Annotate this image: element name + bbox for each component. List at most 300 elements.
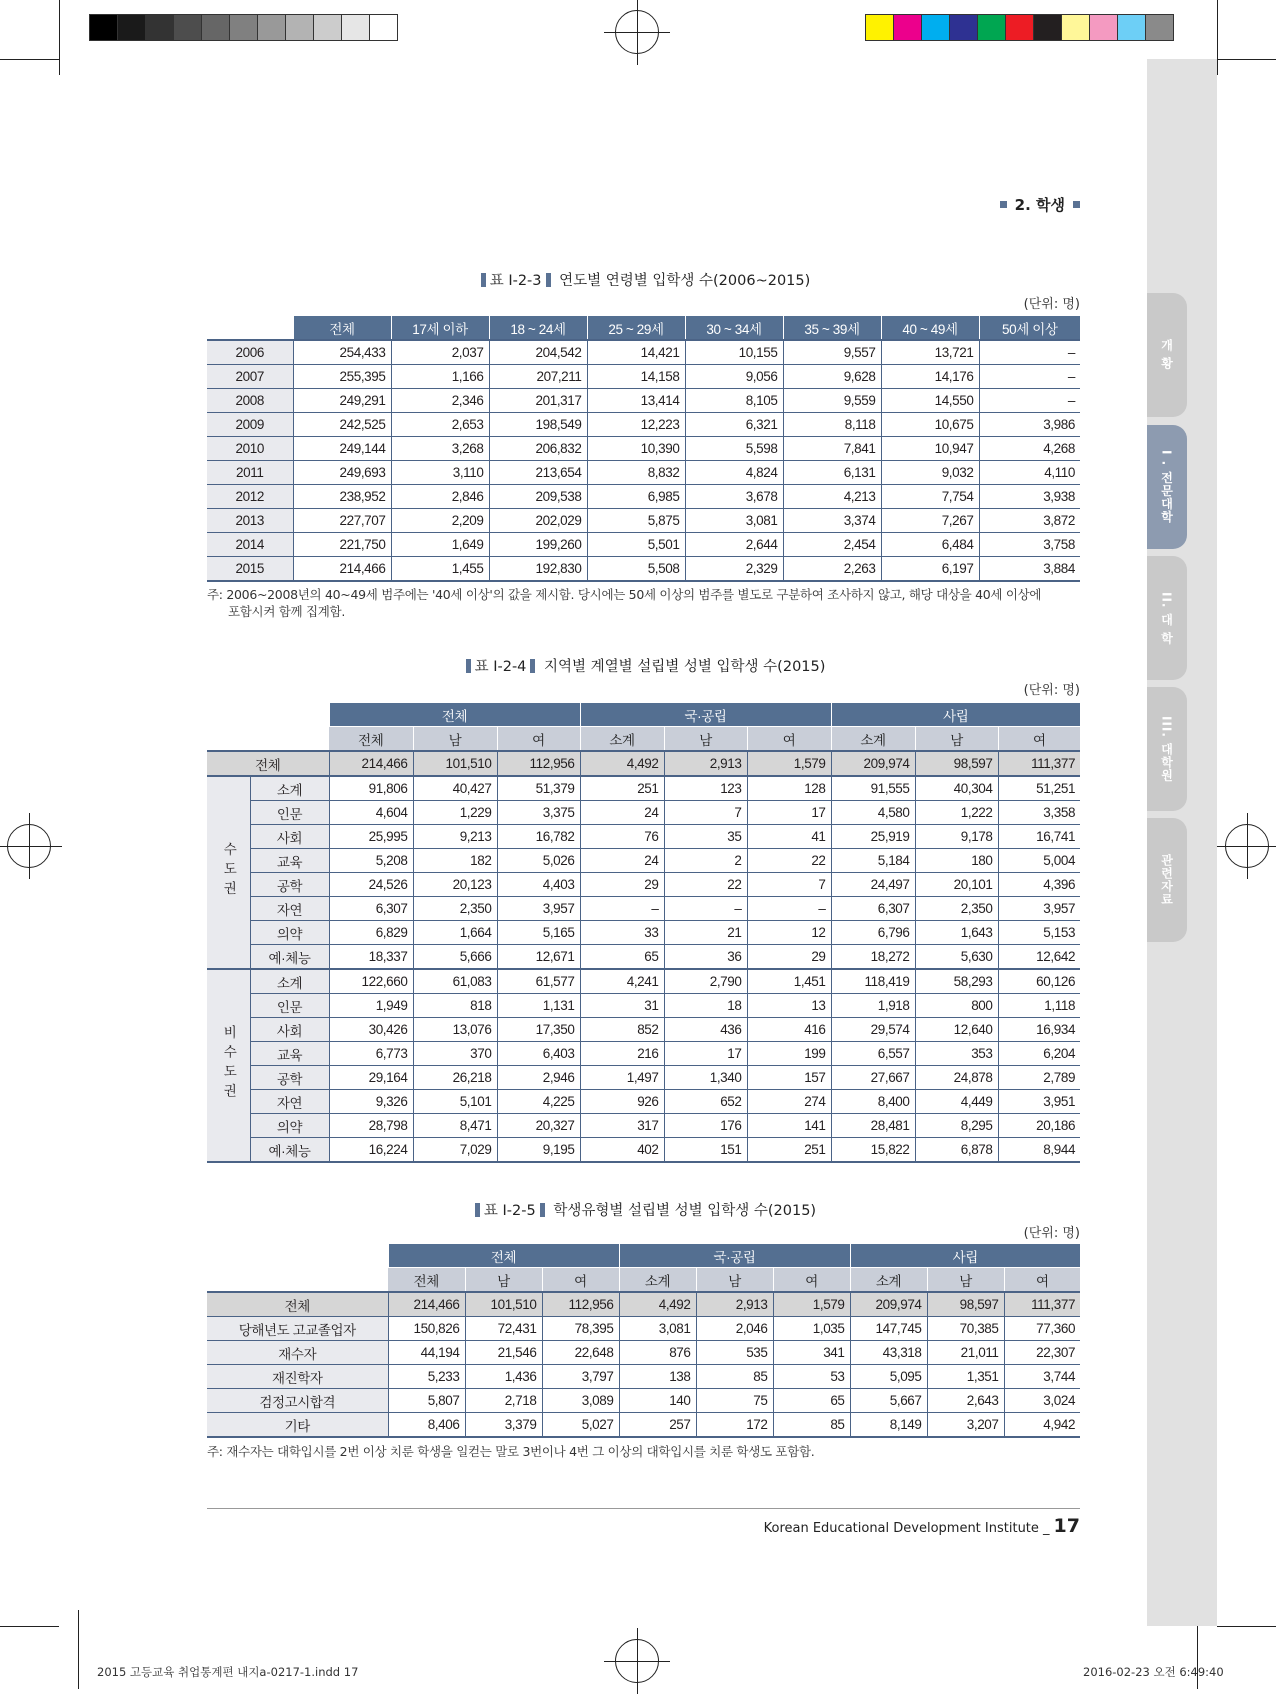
table-row xyxy=(207,365,1080,389)
row-label: 당해년도 고교졸업자 xyxy=(207,1317,388,1341)
table-cell: 138 xyxy=(619,1365,696,1389)
table-cell: 18 xyxy=(664,994,747,1018)
table-cell: 3,744 xyxy=(1004,1365,1080,1389)
table-cell: 28,798 xyxy=(329,1114,413,1138)
title-marker-icon xyxy=(546,273,551,287)
gray-swatch xyxy=(201,14,230,41)
table-cell: 13,414 xyxy=(587,389,685,413)
table-cell: 17 xyxy=(664,1042,747,1066)
sub-header: 여 xyxy=(542,1268,619,1293)
table-cell: 1,649 xyxy=(391,533,489,557)
table-row xyxy=(207,340,1080,365)
table-cell: 16,934 xyxy=(998,1018,1080,1042)
color-swatch xyxy=(893,14,922,41)
table-cell: 61,083 xyxy=(413,969,497,994)
table-cell: 2,913 xyxy=(696,1292,773,1317)
table-cell: 8,471 xyxy=(413,1114,497,1138)
table-cell: 20,123 xyxy=(413,873,497,897)
table-cell: 213,654 xyxy=(489,461,587,485)
table-cell: 15,822 xyxy=(831,1138,915,1163)
sub-header: 소계 xyxy=(850,1268,927,1293)
table-prefix: 표 xyxy=(483,1203,498,1219)
title-marker-icon xyxy=(530,659,535,673)
table-cell: – xyxy=(979,389,1080,413)
table-cell: 26,218 xyxy=(413,1066,497,1090)
table-row xyxy=(207,873,1080,897)
side-tab[interactable]: 관련자료 xyxy=(1147,818,1187,942)
side-tab[interactable]: I . 전문대학 xyxy=(1147,425,1187,549)
row-label: 전체 xyxy=(207,1292,388,1317)
table-cell: 6,131 xyxy=(783,461,881,485)
column-header: 18 ~ 24세 xyxy=(489,316,587,341)
table-cell: 242,525 xyxy=(293,413,391,437)
table-cell: 9,326 xyxy=(329,1090,413,1114)
color-swatch xyxy=(865,14,894,41)
row-label: 교육 xyxy=(250,849,329,873)
table-cell: 112,956 xyxy=(542,1292,619,1317)
table-cell: 4,396 xyxy=(998,873,1080,897)
side-tab[interactable]: II. 대 학 xyxy=(1147,556,1187,680)
registration-mark-top xyxy=(615,10,659,54)
table-cell: 151 xyxy=(664,1138,747,1163)
color-swatch xyxy=(977,14,1006,41)
gray-swatch xyxy=(369,14,398,41)
table-cell: 4,492 xyxy=(580,751,664,776)
crop-mark xyxy=(1217,0,1218,75)
table-cell: 3,872 xyxy=(979,509,1080,533)
table-cell: 40,304 xyxy=(915,776,998,801)
table-cell: 53 xyxy=(773,1365,850,1389)
table-cell: 24,526 xyxy=(329,873,413,897)
square-bullet-icon xyxy=(1073,201,1080,208)
table-title-text: 연도별 연령별 입학생 수(2006~2015) xyxy=(559,273,811,289)
table-cell: 111,377 xyxy=(1004,1292,1080,1317)
table-cell: 31 xyxy=(580,994,664,1018)
table-cell: 4,604 xyxy=(329,801,413,825)
table-cell: 6,878 xyxy=(915,1138,998,1163)
table-prefix: 표 xyxy=(489,273,504,289)
table-cell: 1,340 xyxy=(664,1066,747,1090)
table-cell: 33 xyxy=(580,921,664,945)
sub-header: 여 xyxy=(773,1268,850,1293)
sub-header: 소계 xyxy=(580,727,664,752)
table-cell: 198,549 xyxy=(489,413,587,437)
table-cell: 5,027 xyxy=(542,1413,619,1438)
table-cell: 85 xyxy=(773,1413,850,1438)
table-cell: 8,105 xyxy=(685,389,783,413)
table-number: I-2-3 xyxy=(508,273,542,289)
table-cell: 8,832 xyxy=(587,461,685,485)
column-header: 25 ~ 29세 xyxy=(587,316,685,341)
table-student-type xyxy=(207,1243,1080,1438)
crop-mark xyxy=(1217,59,1276,60)
table-cell: 77,360 xyxy=(1004,1317,1080,1341)
gray-swatch xyxy=(117,14,146,41)
table-cell: 8,400 xyxy=(831,1090,915,1114)
table-cell: 5,875 xyxy=(587,509,685,533)
side-tab[interactable]: 개 황 xyxy=(1147,293,1187,417)
sub-header: 남 xyxy=(465,1268,542,1293)
table-cell: 25,995 xyxy=(329,825,413,849)
table-cell: 3,884 xyxy=(979,557,1080,582)
table-cell: 201,317 xyxy=(489,389,587,413)
table-cell: 254,433 xyxy=(293,340,391,365)
row-label: 의약 xyxy=(250,1114,329,1138)
process-color-bar xyxy=(865,14,1173,41)
sub-header-row xyxy=(207,727,1080,752)
color-swatch xyxy=(921,14,950,41)
table-row xyxy=(207,825,1080,849)
table-cell: 9,628 xyxy=(783,365,881,389)
table-cell: 209,974 xyxy=(831,751,915,776)
table-cell: 24 xyxy=(580,849,664,873)
table-cell: 98,597 xyxy=(927,1292,1004,1317)
table-cell: 13,076 xyxy=(413,1018,497,1042)
title-marker-icon xyxy=(481,273,486,287)
row-label: 2010 xyxy=(207,437,293,461)
table-row xyxy=(207,969,1080,994)
table-cell: 221,750 xyxy=(293,533,391,557)
table-cell: 8,406 xyxy=(388,1413,465,1438)
table-cell: 20,101 xyxy=(915,873,998,897)
table-cell: 176 xyxy=(664,1114,747,1138)
column-header: 40 ~ 49세 xyxy=(881,316,979,341)
table-cell: 7,267 xyxy=(881,509,979,533)
row-label: 의약 xyxy=(250,921,329,945)
table-row xyxy=(207,461,1080,485)
row-label: 소계 xyxy=(250,969,329,994)
table-cell: 150,826 xyxy=(388,1317,465,1341)
group-header-row xyxy=(207,1244,1080,1268)
table-cell: – xyxy=(664,897,747,921)
square-bullet-icon xyxy=(1000,201,1007,208)
row-label: 2008 xyxy=(207,389,293,413)
table-region-field xyxy=(207,702,1080,1163)
column-header: 17세 이하 xyxy=(391,316,489,341)
table-cell: 5,095 xyxy=(850,1365,927,1389)
table-cell: 3,758 xyxy=(979,533,1080,557)
sub-header: 소계 xyxy=(619,1268,696,1293)
sub-header: 남 xyxy=(915,727,998,752)
table-cell: 18,337 xyxy=(329,945,413,970)
table-cell: 4,492 xyxy=(619,1292,696,1317)
table-number: I-2-4 xyxy=(493,659,527,675)
table-cell: 5,165 xyxy=(497,921,580,945)
table-cell: 61,577 xyxy=(497,969,580,994)
table-cell: 4,225 xyxy=(497,1090,580,1114)
table-cell: 8,944 xyxy=(998,1138,1080,1163)
table-cell: 118,419 xyxy=(831,969,915,994)
table-cell: 101,510 xyxy=(465,1292,542,1317)
row-label: 예·체능 xyxy=(250,1138,329,1163)
table-cell: 1,579 xyxy=(747,751,831,776)
table-cell: 157 xyxy=(747,1066,831,1090)
table-cell: 1,918 xyxy=(831,994,915,1018)
gray-swatch xyxy=(257,14,286,41)
table-cell: 1,436 xyxy=(465,1365,542,1389)
table3-title xyxy=(207,1199,1080,1220)
table-cell: 20,186 xyxy=(998,1114,1080,1138)
table-row xyxy=(207,776,1080,801)
row-label: 전체 xyxy=(207,751,329,776)
table-cell: 5,004 xyxy=(998,849,1080,873)
table-cell: 29,574 xyxy=(831,1018,915,1042)
row-label: 2012 xyxy=(207,485,293,509)
color-swatch xyxy=(1145,14,1174,41)
row-label: 2007 xyxy=(207,365,293,389)
table-row xyxy=(207,1365,1080,1389)
table-cell: 1,351 xyxy=(927,1365,1004,1389)
table-cell: 29 xyxy=(580,873,664,897)
row-label: 2009 xyxy=(207,413,293,437)
table-cell: 206,832 xyxy=(489,437,587,461)
table-cell: – xyxy=(747,897,831,921)
crop-mark xyxy=(59,0,60,75)
table-cell: 8,118 xyxy=(783,413,881,437)
table-cell: 2,846 xyxy=(391,485,489,509)
registration-mark-left xyxy=(7,824,51,868)
table-cell: 72,431 xyxy=(465,1317,542,1341)
column-header: 35 ~ 39세 xyxy=(783,316,881,341)
table-cell: 214,466 xyxy=(388,1292,465,1317)
table-cell: 17,350 xyxy=(497,1018,580,1042)
table-cell: 43,318 xyxy=(850,1341,927,1365)
table-cell: 14,158 xyxy=(587,365,685,389)
table-age-by-year xyxy=(207,315,1080,582)
table-cell: 2,263 xyxy=(783,557,881,582)
slug-filename: 2015 고등교육 취업통계편 내지a-0217-1.indd 17 xyxy=(97,1665,359,1679)
table-cell: 111,377 xyxy=(998,751,1080,776)
table-cell: 22,307 xyxy=(1004,1341,1080,1365)
row-label: 소계 xyxy=(250,776,329,801)
title-marker-icon xyxy=(466,659,471,673)
table-cell: 5,101 xyxy=(413,1090,497,1114)
color-swatch xyxy=(1089,14,1118,41)
table-cell: 70,385 xyxy=(927,1317,1004,1341)
table-cell: 12,640 xyxy=(915,1018,998,1042)
table-cell: 9,032 xyxy=(881,461,979,485)
table-cell: 2,350 xyxy=(413,897,497,921)
table-cell: 192,830 xyxy=(489,557,587,582)
table-cell: 7 xyxy=(747,873,831,897)
column-header: 50세 이상 xyxy=(979,316,1080,341)
table-cell: 128 xyxy=(747,776,831,801)
table-cell: 341 xyxy=(773,1341,850,1365)
table-cell: 10,390 xyxy=(587,437,685,461)
gray-swatch xyxy=(89,14,118,41)
table-cell: 2,718 xyxy=(465,1389,542,1413)
grayscale-color-bar xyxy=(89,14,397,41)
table-cell: 6,484 xyxy=(881,533,979,557)
empty-corner xyxy=(207,703,329,752)
table-cell: – xyxy=(979,340,1080,365)
table-prefix: 표 xyxy=(474,659,489,675)
sub-header: 전체 xyxy=(329,727,413,752)
table-cell: 123 xyxy=(664,776,747,801)
table-row xyxy=(207,849,1080,873)
table-cell: 24 xyxy=(580,801,664,825)
table1-note xyxy=(207,586,1087,620)
table-cell: 4,942 xyxy=(1004,1413,1080,1438)
color-swatch xyxy=(1117,14,1146,41)
table-row xyxy=(207,945,1080,970)
table-cell: 2,209 xyxy=(391,509,489,533)
table-cell: 3,678 xyxy=(685,485,783,509)
table-cell: 2,329 xyxy=(685,557,783,582)
table-cell: 216 xyxy=(580,1042,664,1066)
group-header: 사립 xyxy=(850,1244,1080,1268)
table-cell: 14,421 xyxy=(587,340,685,365)
row-label: 2015 xyxy=(207,557,293,582)
table-cell: 926 xyxy=(580,1090,664,1114)
slug-date: 2016-02-23 오전 6:49:40 xyxy=(1083,1665,1224,1679)
table-cell: 1,643 xyxy=(915,921,998,945)
table-row xyxy=(207,1413,1080,1438)
table-cell: 20,327 xyxy=(497,1114,580,1138)
table-cell: 2,346 xyxy=(391,389,489,413)
table-cell: 5,630 xyxy=(915,945,998,970)
row-label: 자연 xyxy=(250,1090,329,1114)
table-row xyxy=(207,1090,1080,1114)
title-marker-icon xyxy=(540,1203,545,1217)
table-cell: 209,974 xyxy=(850,1292,927,1317)
table-row xyxy=(207,485,1080,509)
row-label: 인문 xyxy=(250,801,329,825)
table-cell: 41 xyxy=(747,825,831,849)
row-label: 공학 xyxy=(250,873,329,897)
table-cell: 5,666 xyxy=(413,945,497,970)
table-cell: 22 xyxy=(664,873,747,897)
table-cell: 6,557 xyxy=(831,1042,915,1066)
table-cell: 12,223 xyxy=(587,413,685,437)
gray-swatch xyxy=(145,14,174,41)
table-row xyxy=(207,509,1080,533)
empty-corner xyxy=(207,1244,388,1293)
table-cell: 4,449 xyxy=(915,1090,998,1114)
table-cell: 30,426 xyxy=(329,1018,413,1042)
table-cell: 65 xyxy=(773,1389,850,1413)
table-cell: 6,773 xyxy=(329,1042,413,1066)
table-cell: 6,321 xyxy=(685,413,783,437)
table-cell: 1,035 xyxy=(773,1317,850,1341)
table-cell: 21,011 xyxy=(927,1341,1004,1365)
table-cell: 2,037 xyxy=(391,340,489,365)
table-cell: – xyxy=(979,365,1080,389)
color-swatch xyxy=(1061,14,1090,41)
table-cell: 4,110 xyxy=(979,461,1080,485)
table-cell: 2,790 xyxy=(664,969,747,994)
table-cell: 9,178 xyxy=(915,825,998,849)
table-row xyxy=(207,1018,1080,1042)
table-cell: 3,207 xyxy=(927,1413,1004,1438)
table-cell: 255,395 xyxy=(293,365,391,389)
table-cell: 6,796 xyxy=(831,921,915,945)
table-cell: 8,149 xyxy=(850,1413,927,1438)
table-row xyxy=(207,897,1080,921)
table-row xyxy=(207,1138,1080,1163)
table-cell: 4,403 xyxy=(497,873,580,897)
table-cell: 2,046 xyxy=(696,1317,773,1341)
table-cell: 5,598 xyxy=(685,437,783,461)
table-cell: 249,291 xyxy=(293,389,391,413)
group-header-row xyxy=(207,703,1080,727)
table-cell: 6,204 xyxy=(998,1042,1080,1066)
sub-header: 여 xyxy=(497,727,580,752)
table-cell: 21,546 xyxy=(465,1341,542,1365)
table-cell: 3,957 xyxy=(497,897,580,921)
table-cell: 29 xyxy=(747,945,831,970)
table-cell: 7,754 xyxy=(881,485,979,509)
table-cell: – xyxy=(580,897,664,921)
group-header: 전체 xyxy=(388,1244,619,1268)
table-cell: 204,542 xyxy=(489,340,587,365)
table-cell: 199 xyxy=(747,1042,831,1066)
row-label: 자연 xyxy=(250,897,329,921)
table-cell: 180 xyxy=(915,849,998,873)
table-cell: 5,667 xyxy=(850,1389,927,1413)
gray-swatch xyxy=(313,14,342,41)
column-header xyxy=(207,316,293,341)
table-cell: 5,501 xyxy=(587,533,685,557)
row-label: 2011 xyxy=(207,461,293,485)
table-cell: 5,508 xyxy=(587,557,685,582)
column-header: 30 ~ 34세 xyxy=(685,316,783,341)
table-cell: 9,056 xyxy=(685,365,783,389)
table-cell: 3,024 xyxy=(1004,1389,1080,1413)
gray-swatch xyxy=(285,14,314,41)
table-cell: 3,938 xyxy=(979,485,1080,509)
table-cell: 416 xyxy=(747,1018,831,1042)
table-cell: 209,538 xyxy=(489,485,587,509)
table-cell: 101,510 xyxy=(413,751,497,776)
table-row xyxy=(207,389,1080,413)
group-header: 전체 xyxy=(329,703,580,727)
region-group-label: 수도권 xyxy=(221,841,237,901)
color-swatch xyxy=(949,14,978,41)
table-cell: 353 xyxy=(915,1042,998,1066)
table-cell: 249,144 xyxy=(293,437,391,461)
gray-swatch xyxy=(229,14,258,41)
table-row xyxy=(207,994,1080,1018)
side-tab[interactable]: III. 대학원 xyxy=(1147,687,1187,811)
table-row xyxy=(207,533,1080,557)
table-cell: 76 xyxy=(580,825,664,849)
table-cell: 1,497 xyxy=(580,1066,664,1090)
column-header: 전체 xyxy=(293,316,391,341)
page-footer xyxy=(764,1515,1080,1537)
total-row xyxy=(207,751,1080,776)
table-cell: 75 xyxy=(696,1389,773,1413)
table-cell: 14,176 xyxy=(881,365,979,389)
sub-header: 남 xyxy=(413,727,497,752)
table-cell: 36 xyxy=(664,945,747,970)
sub-header: 남 xyxy=(664,727,747,752)
table-row xyxy=(207,801,1080,825)
footer-divider xyxy=(207,1508,1080,1509)
table-cell: 3,081 xyxy=(619,1317,696,1341)
table-cell: 251 xyxy=(580,776,664,801)
table-cell: 207,211 xyxy=(489,365,587,389)
table-cell: 402 xyxy=(580,1138,664,1163)
table-row xyxy=(207,1042,1080,1066)
table-cell: 1,451 xyxy=(747,969,831,994)
table-cell: 818 xyxy=(413,994,497,1018)
crop-mark xyxy=(78,1610,79,1689)
table-cell: 6,985 xyxy=(587,485,685,509)
sub-header: 남 xyxy=(927,1268,1004,1293)
table-cell: 2,789 xyxy=(998,1066,1080,1090)
table-row xyxy=(207,1341,1080,1365)
